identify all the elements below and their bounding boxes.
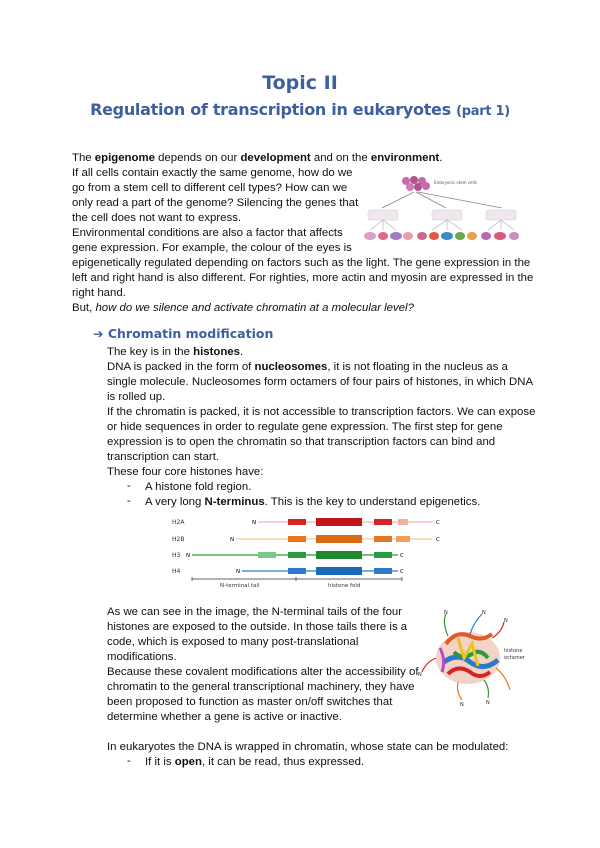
tails-line-7: been proposed to function as master on/off switches that [107,696,393,708]
differentiated-cells [364,232,519,240]
octamer-core [436,632,500,684]
svg-text:C: C [400,553,404,559]
term-nucleosomes: nucleosomes [254,361,328,373]
h2a-domain [252,518,440,526]
term-environment: environment [370,152,440,164]
row-label-h3: H3 [172,552,181,559]
bullet-dash: - [127,755,131,767]
tails-line-6: chromatin to the general transcriptional machinery, they have [107,681,415,693]
subtitle-main: Regulation of transcription in eukaryotes [90,100,451,119]
body-line-8: transcription can start. [107,451,220,463]
tail-n-label: N [482,610,486,616]
tails-line-5: Because these covalent modifications alter the accessibility of [107,666,419,678]
intro-line-1: The epigenome depends on our development and on the environment. [72,152,443,164]
intro-question: how do we silence and activate chromatin at a molecular level? [95,302,414,314]
row-label-h2a: H2A [172,519,185,526]
page-title: Topic II [262,72,338,94]
bullet-dash: - [127,480,131,492]
body-line-1: The key is in the histones. [107,346,244,358]
svg-text:C: C [436,537,440,543]
term-histones: histones [193,346,240,358]
svg-text:C: C [400,569,404,575]
row-label-h4: H4 [172,568,181,575]
term-open: open [174,756,202,768]
intro-line-2: If all cells contain exactly the same genome, how do we [72,167,353,179]
bullet-dash: - [127,495,131,507]
intro-line-10: right hand. [72,287,126,299]
body-line-2: DNA is packed in the form of nucleosomes, it is not floating in the nucleus as a [107,361,508,373]
intro-line-4: only read a part of the genome? Silencing the genes that [72,197,359,209]
stem-cell-figure [362,168,530,250]
stem-cell-label: Embryonic stem cells [434,180,477,185]
intro-line-6: Environmental conditions are also a factor that affects [72,227,343,239]
intro-line-8: epigenetically regulated depending on factors such as the light. The gene expression in the [72,257,531,269]
stem-cell-cluster [402,176,430,191]
intro-line-9: left and right hand is also different. For righties, more actin and myosin are expressed in the [72,272,534,284]
svg-text:N: N [186,553,191,559]
intro-line-3: go from a stem cell to different cell types? How can we [72,182,348,194]
histone-octamer-figure [418,608,530,706]
tail-n-label: N [460,702,464,708]
tails-line-8: determine whether a gene is active or inactive. [107,711,342,723]
svg-text:N: N [236,569,241,575]
tails-line-4: modifications. [107,651,177,663]
octamer-label-1: histone [504,648,523,654]
body-line-4: is rolled up. [107,391,166,403]
octamer-label-2: octamer [504,655,525,661]
body-line-9: These four core histones have: [107,466,264,478]
tail-n-label: N [418,672,422,678]
subtitle-part: (part 1) [456,104,510,119]
bullet-histone-fold: A histone fold region. [145,481,252,493]
svg-text:N: N [252,520,257,526]
row-label-h2b: H2B [172,536,185,543]
histone-domain-figure [170,512,450,590]
body-line-7: expression is to open the chromatin so that transcription factors can bind and [107,436,496,448]
svg-text:N: N [230,537,235,543]
fold-label: histone fold [328,583,361,589]
h2b-domain [230,535,440,543]
section-heading: ➔ Chromatin modification [93,326,274,341]
tails-line-2: histones are exposed to the outside. In those tails there is a [107,621,408,633]
tails-line-3: code, which is exposed to many post-translational [107,636,359,648]
page-subtitle [0,100,600,119]
tail-label: N-terminal tail [220,583,260,589]
intro-line-7: gene expression. For example, the colour of the eyes is [72,242,352,254]
intro-line-5: the cell does not want to express. [72,212,242,224]
svg-text:C: C [436,520,440,526]
tail-n-label: N [486,700,490,706]
germ-layer-boxes [368,210,516,220]
bullet-n-terminus: A very long N-terminus. This is the key to understand epigenetics. [145,496,481,508]
term-development: development [240,152,311,164]
tail-n-label: N [444,610,448,616]
term-epigenome: epigenome [94,152,155,164]
arrow-icon: ➔ [93,326,104,341]
h4-domain [236,567,404,575]
body-line-5: If the chromatin is packed, it is not accessible to transcription factors. We can expose [107,406,536,418]
body-line-3: single molecule. Nucleosomes form octamers of four pairs of histones, in which DNA [107,376,534,388]
intro-line-11: But, how do we silence and activate chromatin at a molecular level? [72,302,414,314]
bullet-open: If it is open, it can be read, thus expressed. [145,756,365,768]
term-n-terminus: N-terminus [204,496,265,508]
body-line-6: or hide sequences in order to regulate gene expression. The first step for gene [107,421,503,433]
tail-n-label: N [504,618,508,624]
final-line-1: In eukaryotes the DNA is wrapped in chromatin, whose state can be modulated: [107,741,509,753]
tails-line-1: As we can see in the image, the N-terminal tails of the four [107,606,403,618]
h3-domain [186,551,404,559]
